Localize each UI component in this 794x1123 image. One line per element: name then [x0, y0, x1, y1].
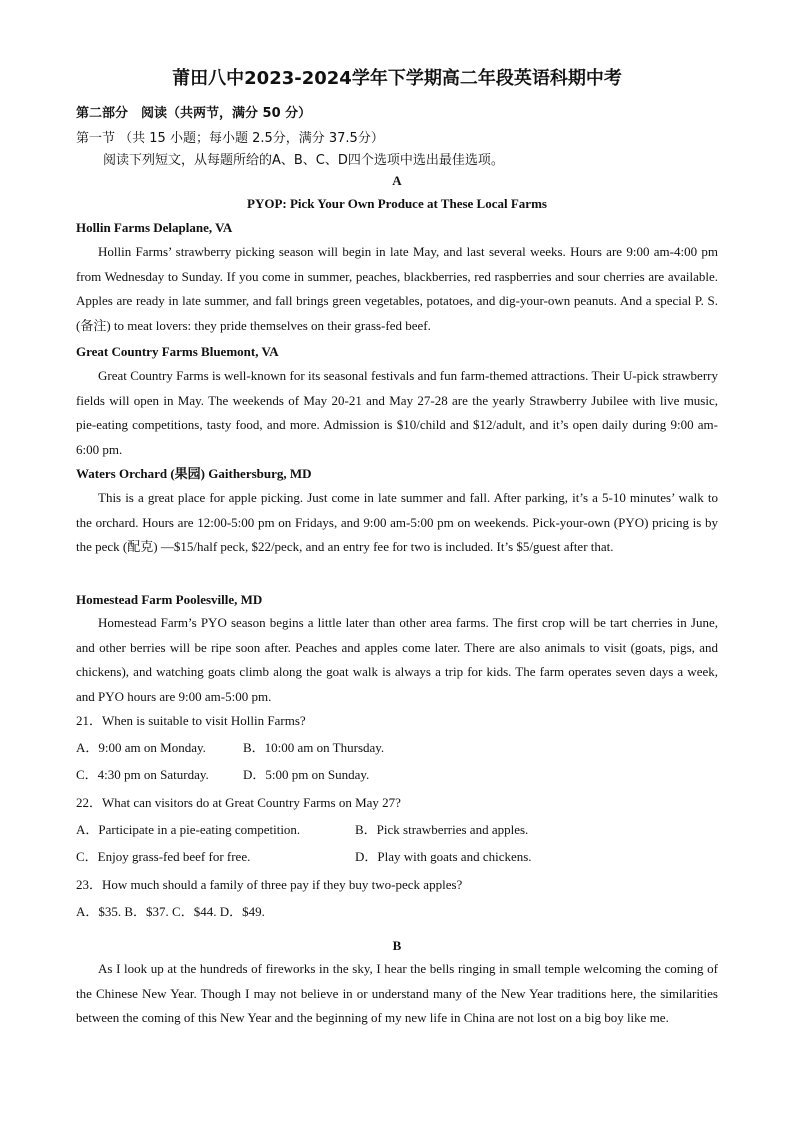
section-heading: 第一节 （共 15 小题；每小题 2.5分，满分 37.5分） — [76, 131, 384, 146]
q21-option-c[interactable]: C．4:30 pm on Saturday. — [76, 767, 209, 782]
passage-b-text: As I look up at the hundreds of fireworks in the sky, I hear the bells ringing in small temple welcoming the coming of the Chinese New Year. Though I may not believe in or understand many of the New Year traditions here, the similarities between the coming of this New Year and the beginning of my new life in China are not lost on a big boy like me. — [76, 961, 718, 1026]
q22-option-d[interactable]: D．Play with goats and chickens. — [355, 849, 532, 864]
farm-name-homestead: Homestead Farm Poolesville, MD — [76, 592, 263, 607]
instructions: 阅读下列短文，从每题所给的A、B、C、D四个选项中选出最佳选项。 — [103, 153, 504, 168]
farm-name-waters-orchard: Waters Orchard (果园) Gaithersburg, MD — [76, 466, 312, 481]
q21-option-d[interactable]: D．5:00 pm on Sunday. — [243, 767, 370, 782]
farm-text-great-country: Great Country Farms is well-known for its seasonal festivals and fun farm-themed attractions. Their U-pick strawberry fields will open in May. The weekends of May 20-21 and May 27-28 are the yearly Strawberry Jubilee with live music, pie-eating competitions, tasty food, and more. Admission is $10/child and $12/adult, and it’s open daily during 9:00 am-6:00 pm. — [76, 368, 718, 457]
farm-text-homestead: Homestead Farm’s PYO season begins a little later than other area farms. The first crop will be tart cherries in June, and other berries will be ripe soon after. Peaches and apples come later. There are also animals to visit (goats, pigs, and chickens), and watching goats climb along the goat walk is always a trip for kids. The farm operates seven days a week, and PYO hours are 9:00 am-5:00 pm. — [76, 615, 718, 704]
farm-name-great-country: Great Country Farms Bluemont, VA — [76, 344, 279, 359]
part-heading: 第二部分 阅读（共两节，满分 50 分） — [76, 106, 312, 121]
q21-option-b[interactable]: B．10:00 am on Thursday. — [243, 740, 385, 755]
passage-a-title: PYOP: Pick Your Own Produce at These Local Farms — [247, 196, 547, 211]
question-21-stem: 21．When is suitable to visit Hollin Farms? — [76, 713, 306, 728]
passage-b-letter: B — [392, 938, 402, 953]
question-23-options[interactable]: A．$35. B．$37. C．$44. D．$49. — [76, 904, 265, 919]
farm-name-hollin: Hollin Farms Delaplane, VA — [76, 220, 233, 235]
question-22-stem: 22．What can visitors do at Great Country Farms on May 27? — [76, 795, 401, 810]
passage-a-letter: A — [392, 173, 402, 188]
q22-option-b[interactable]: B．Pick strawberries and apples. — [355, 822, 529, 837]
q22-option-c[interactable]: C．Enjoy grass-fed beef for free. — [76, 849, 251, 864]
question-23-stem: 23．How much should a family of three pay if they buy two-peck apples? — [76, 877, 463, 892]
farm-text-hollin: Hollin Farms’ strawberry picking season will begin in late May, and last several weeks. Hours are 9:00 am-4:00 pm from Wednesday to Sunday. If you come in summer, peaches, blackberries, red raspberries and sour cherries are available. Apples are ready in late summer, and fall brings green vegetables, potatoes, and dig-your-own peanuts. And a special P. S.(备注) to meat lovers: they pride themselves on their grass-fed beef. — [76, 244, 718, 333]
q22-option-a[interactable]: A．Participate in a pie-eating competition. — [76, 822, 301, 837]
q21-option-a[interactable]: A．9:00 am on Monday. — [76, 740, 206, 755]
exam-title: 莆田八中2023-2024学年下学期高二年段英语科期中考 — [172, 68, 622, 89]
farm-text-waters-orchard: This is a great place for apple picking. Just come in late summer and fall. After parking, it’s a 5-10 minutes’ walk to the orchard. Hours are 12:00-5:00 pm on Fridays, and 9:00 am-5:00 pm on weekends. Pick-your-own (PYO) pricing is by the peck (配克) —$15/half peck, $22/peck, and an entry fee for two is included. It’s $5/guest after that. — [76, 490, 718, 555]
